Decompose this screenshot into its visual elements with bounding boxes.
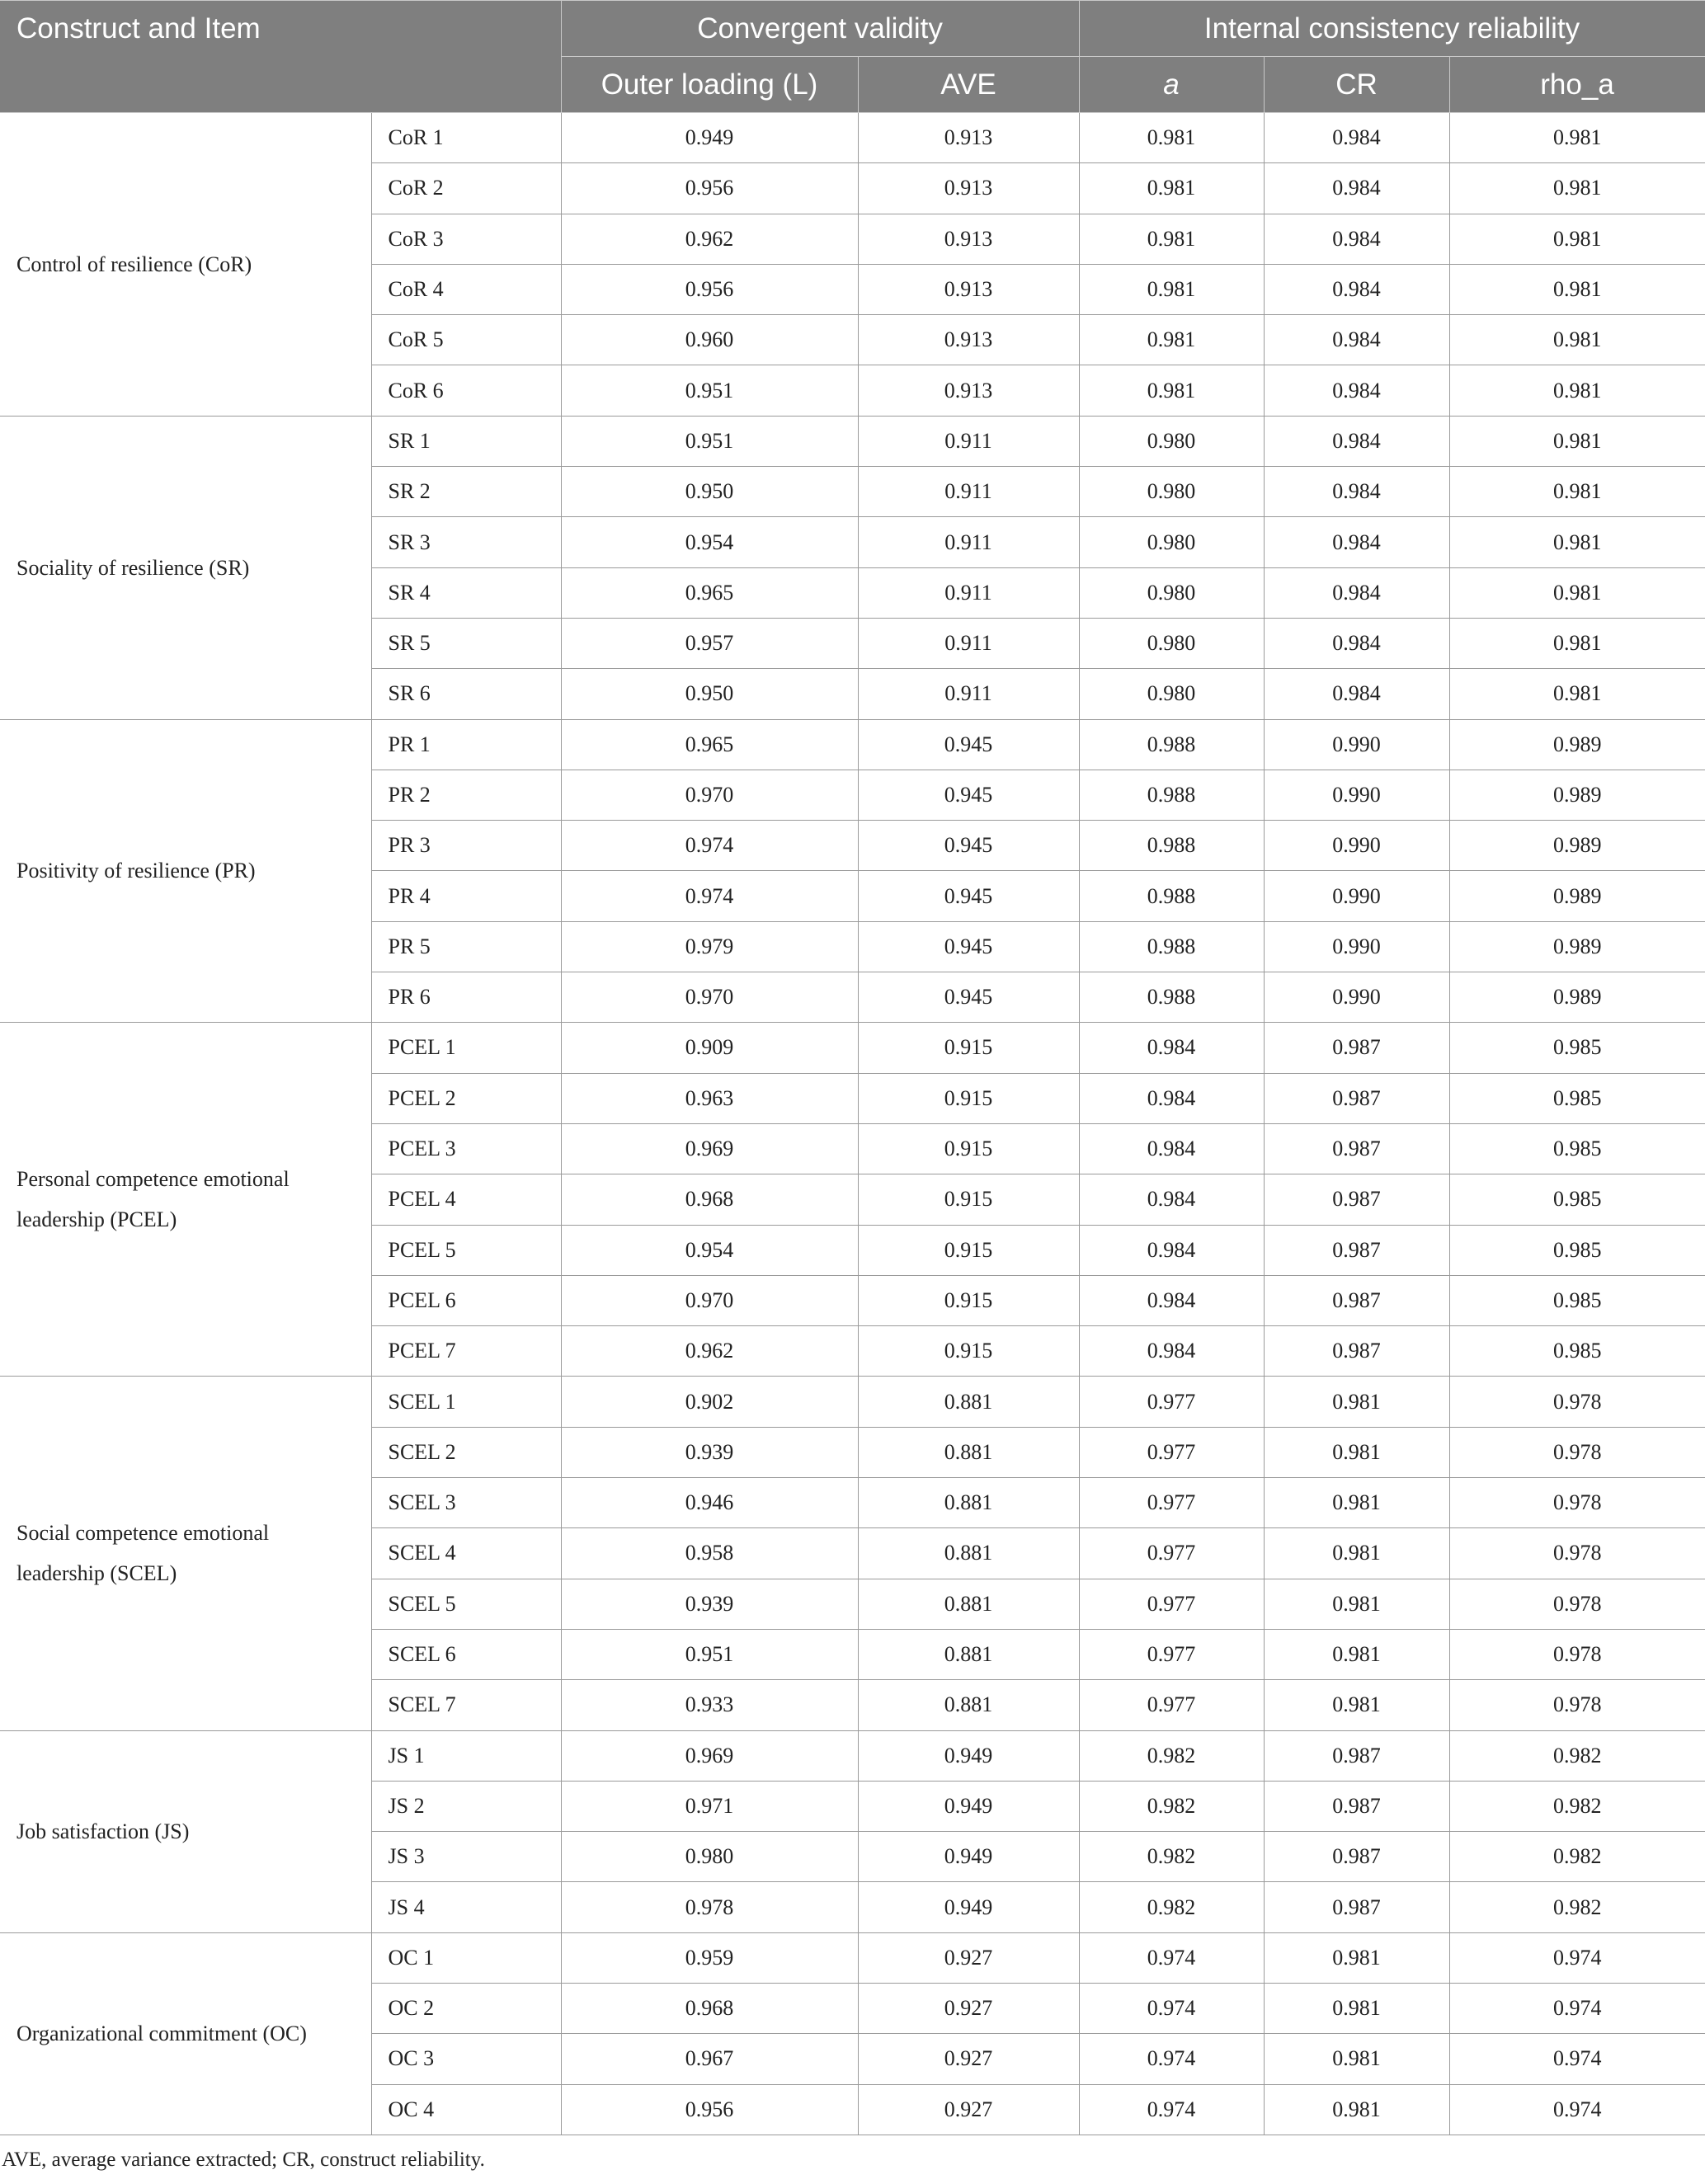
cr-cell: 0.981 (1264, 1427, 1449, 1477)
rho-a-cell: 0.981 (1449, 214, 1705, 264)
ave-cell: 0.913 (858, 113, 1079, 163)
cr-cell: 0.981 (1264, 1629, 1449, 1679)
construct-name: Social competence emotional leadership (SCEL) (0, 1377, 371, 1730)
item-name: SR 4 (371, 567, 561, 618)
rho-a-cell: 0.985 (1449, 1123, 1705, 1174)
alpha-cell: 0.984 (1079, 1225, 1264, 1275)
alpha-cell: 0.980 (1079, 416, 1264, 466)
ave-cell: 0.945 (858, 770, 1079, 820)
ave-cell: 0.949 (858, 1730, 1079, 1781)
outer-loading-cell: 0.970 (561, 770, 858, 820)
construct-name: Organizational commitment (OC) (0, 1932, 371, 2135)
table-row (0, 1730, 1705, 1781)
outer-loading-cell: 0.980 (561, 1832, 858, 1882)
alpha-cell: 0.977 (1079, 1427, 1264, 1477)
alpha-cell: 0.988 (1079, 972, 1264, 1023)
alpha-header: a (1079, 57, 1264, 113)
cr-cell: 0.990 (1264, 821, 1449, 871)
table-footnote: AVE, average variance extracted; CR, construct reliability. (2, 2149, 485, 2171)
outer-loading-cell: 0.971 (561, 1781, 858, 1831)
ave-cell: 0.881 (858, 1377, 1079, 1427)
rho-a-cell: 0.982 (1449, 1832, 1705, 1882)
cr-cell: 0.987 (1264, 1730, 1449, 1781)
alpha-cell: 0.982 (1079, 1730, 1264, 1781)
outer-loading-cell: 0.956 (561, 2084, 858, 2135)
rho-a-cell: 0.985 (1449, 1174, 1705, 1225)
alpha-cell: 0.981 (1079, 264, 1264, 314)
outer-loading-cell: 0.969 (561, 1123, 858, 1174)
outer-loading-cell: 0.909 (561, 1023, 858, 1073)
ave-cell: 0.913 (858, 264, 1079, 314)
alpha-cell: 0.982 (1079, 1781, 1264, 1831)
cr-cell: 0.984 (1264, 315, 1449, 365)
outer-loading-cell: 0.970 (561, 972, 858, 1023)
item-name: PR 1 (371, 719, 561, 770)
item-name: SR 1 (371, 416, 561, 466)
cr-cell: 0.987 (1264, 1073, 1449, 1123)
alpha-cell: 0.984 (1079, 1023, 1264, 1073)
table-row (0, 1023, 1705, 1073)
cr-cell: 0.987 (1264, 1882, 1449, 1932)
alpha-cell: 0.984 (1079, 1073, 1264, 1123)
item-name: OC 2 (371, 1983, 561, 2033)
alpha-cell: 0.974 (1079, 1932, 1264, 1983)
rho-a-cell: 0.989 (1449, 719, 1705, 770)
outer-loading-cell: 0.968 (561, 1983, 858, 2033)
alpha-cell: 0.977 (1079, 1629, 1264, 1679)
alpha-cell: 0.988 (1079, 921, 1264, 972)
alpha-cell: 0.988 (1079, 770, 1264, 820)
cr-cell: 0.984 (1264, 618, 1449, 668)
table-row (0, 416, 1705, 466)
rho-a-cell: 0.981 (1449, 467, 1705, 517)
ave-cell: 0.915 (858, 1326, 1079, 1377)
item-name: PR 6 (371, 972, 561, 1023)
outer-loading-cell: 0.951 (561, 365, 858, 416)
item-name: CoR 2 (371, 163, 561, 214)
item-name: SR 6 (371, 669, 561, 719)
table-row (0, 719, 1705, 770)
item-name: SCEL 2 (371, 1427, 561, 1477)
table-row (0, 1377, 1705, 1427)
alpha-cell: 0.974 (1079, 2034, 1264, 2084)
cr-cell: 0.984 (1264, 163, 1449, 214)
outer-loading-cell: 0.950 (561, 669, 858, 719)
cr-cell: 0.984 (1264, 214, 1449, 264)
item-name: PCEL 6 (371, 1275, 561, 1325)
ave-cell: 0.913 (858, 214, 1079, 264)
rho-a-cell: 0.985 (1449, 1225, 1705, 1275)
item-name: JS 1 (371, 1730, 561, 1781)
cr-cell: 0.981 (1264, 1377, 1449, 1427)
outer-loading-cell: 0.978 (561, 1882, 858, 1932)
outer-loading-cell: 0.949 (561, 113, 858, 163)
alpha-cell: 0.977 (1079, 1528, 1264, 1579)
cr-cell: 0.984 (1264, 467, 1449, 517)
rho-a-cell: 0.989 (1449, 821, 1705, 871)
outer-loading-cell: 0.959 (561, 1932, 858, 1983)
ave-cell: 0.913 (858, 163, 1079, 214)
rho-a-cell: 0.989 (1449, 770, 1705, 820)
cr-cell: 0.981 (1264, 1579, 1449, 1629)
outer-loading-cell: 0.974 (561, 821, 858, 871)
outer-loading-cell: 0.963 (561, 1073, 858, 1123)
ave-cell: 0.911 (858, 669, 1079, 719)
cr-cell: 0.987 (1264, 1832, 1449, 1882)
alpha-cell: 0.988 (1079, 719, 1264, 770)
cr-cell: 0.981 (1264, 1983, 1449, 2033)
cr-cell: 0.984 (1264, 113, 1449, 163)
item-name: CoR 6 (371, 365, 561, 416)
rho-a-cell: 0.981 (1449, 315, 1705, 365)
item-name: PCEL 4 (371, 1174, 561, 1225)
ave-cell: 0.915 (858, 1073, 1079, 1123)
cr-cell: 0.984 (1264, 517, 1449, 567)
item-name: JS 2 (371, 1781, 561, 1831)
ave-cell: 0.881 (858, 1680, 1079, 1730)
item-name: SR 2 (371, 467, 561, 517)
rho-a-cell: 0.974 (1449, 1932, 1705, 1983)
alpha-cell: 0.981 (1079, 315, 1264, 365)
outer-loading-cell: 0.965 (561, 567, 858, 618)
cr-cell: 0.984 (1264, 416, 1449, 466)
cr-cell: 0.987 (1264, 1174, 1449, 1225)
alpha-cell: 0.980 (1079, 517, 1264, 567)
cr-cell: 0.990 (1264, 719, 1449, 770)
item-name: PCEL 2 (371, 1073, 561, 1123)
convergent-validity-header: Convergent validity (561, 1, 1079, 57)
item-name: SCEL 1 (371, 1377, 561, 1427)
rho-a-cell: 0.981 (1449, 365, 1705, 416)
internal-consistency-header: Internal consistency reliability (1079, 1, 1705, 57)
ave-cell: 0.881 (858, 1629, 1079, 1679)
alpha-cell: 0.977 (1079, 1377, 1264, 1427)
alpha-cell: 0.984 (1079, 1275, 1264, 1325)
alpha-cell: 0.977 (1079, 1680, 1264, 1730)
item-name: OC 1 (371, 1932, 561, 1983)
ave-cell: 0.911 (858, 517, 1079, 567)
outer-loading-cell: 0.954 (561, 517, 858, 567)
item-name: SR 5 (371, 618, 561, 668)
rho-a-cell: 0.978 (1449, 1629, 1705, 1679)
cr-cell: 0.987 (1264, 1023, 1449, 1073)
item-name: PR 5 (371, 921, 561, 972)
ave-cell: 0.915 (858, 1174, 1079, 1225)
alpha-cell: 0.980 (1079, 567, 1264, 618)
outer-loading-cell: 0.968 (561, 1174, 858, 1225)
table-row (0, 113, 1705, 163)
alpha-cell: 0.977 (1079, 1579, 1264, 1629)
table-header (0, 1, 1705, 113)
ave-cell: 0.911 (858, 416, 1079, 466)
item-name: PR 3 (371, 821, 561, 871)
cr-header: CR (1264, 57, 1449, 113)
alpha-cell: 0.980 (1079, 467, 1264, 517)
cr-cell: 0.981 (1264, 1932, 1449, 1983)
alpha-cell: 0.988 (1079, 821, 1264, 871)
rho-a-cell: 0.978 (1449, 1680, 1705, 1730)
rho-a-cell: 0.989 (1449, 921, 1705, 972)
rho-a-cell: 0.981 (1449, 567, 1705, 618)
construct-name: Positivity of resilience (PR) (0, 719, 371, 1023)
cr-cell: 0.990 (1264, 871, 1449, 921)
cr-cell: 0.987 (1264, 1123, 1449, 1174)
alpha-cell: 0.981 (1079, 163, 1264, 214)
construct-name: Control of resilience (CoR) (0, 113, 371, 417)
construct-item-header: Construct and Item (0, 1, 561, 113)
rho-a-cell: 0.985 (1449, 1073, 1705, 1123)
outer-loading-header: Outer loading (L) (561, 57, 858, 113)
item-name: SCEL 4 (371, 1528, 561, 1579)
construct-name: Job satisfaction (JS) (0, 1730, 371, 1932)
outer-loading-cell: 0.946 (561, 1478, 858, 1528)
ave-cell: 0.945 (858, 821, 1079, 871)
cr-cell: 0.990 (1264, 972, 1449, 1023)
outer-loading-cell: 0.939 (561, 1427, 858, 1477)
cr-cell: 0.987 (1264, 1781, 1449, 1831)
ave-cell: 0.911 (858, 567, 1079, 618)
item-name: JS 4 (371, 1882, 561, 1932)
outer-loading-cell: 0.939 (561, 1579, 858, 1629)
item-name: CoR 5 (371, 315, 561, 365)
rho-a-cell: 0.981 (1449, 113, 1705, 163)
outer-loading-cell: 0.967 (561, 2034, 858, 2084)
alpha-cell: 0.984 (1079, 1123, 1264, 1174)
alpha-cell: 0.981 (1079, 113, 1264, 163)
cr-cell: 0.981 (1264, 1680, 1449, 1730)
ave-cell: 0.949 (858, 1781, 1079, 1831)
construct-name: Personal competence emotional leadership (PCEL) (0, 1023, 371, 1377)
ave-cell: 0.915 (858, 1225, 1079, 1275)
construct-name: Sociality of resilience (SR) (0, 416, 371, 719)
cr-cell: 0.990 (1264, 921, 1449, 972)
outer-loading-cell: 0.979 (561, 921, 858, 972)
outer-loading-cell: 0.956 (561, 264, 858, 314)
item-name: CoR 1 (371, 113, 561, 163)
cr-cell: 0.984 (1264, 365, 1449, 416)
rho-a-cell: 0.981 (1449, 163, 1705, 214)
ave-cell: 0.911 (858, 467, 1079, 517)
cr-cell: 0.987 (1264, 1275, 1449, 1325)
outer-loading-cell: 0.965 (561, 719, 858, 770)
alpha-cell: 0.984 (1079, 1174, 1264, 1225)
item-name: PCEL 7 (371, 1326, 561, 1377)
rho-a-cell: 0.974 (1449, 2034, 1705, 2084)
ave-cell: 0.927 (858, 1932, 1079, 1983)
alpha-cell: 0.984 (1079, 1326, 1264, 1377)
ave-cell: 0.927 (858, 1983, 1079, 2033)
alpha-cell: 0.980 (1079, 669, 1264, 719)
rho-a-cell: 0.981 (1449, 416, 1705, 466)
ave-cell: 0.913 (858, 315, 1079, 365)
ave-cell: 0.911 (858, 618, 1079, 668)
item-name: PCEL 5 (371, 1225, 561, 1275)
rho-a-cell: 0.981 (1449, 669, 1705, 719)
cr-cell: 0.981 (1264, 1478, 1449, 1528)
outer-loading-cell: 0.957 (561, 618, 858, 668)
item-name: CoR 3 (371, 214, 561, 264)
item-name: CoR 4 (371, 264, 561, 314)
outer-loading-cell: 0.950 (561, 467, 858, 517)
alpha-cell: 0.977 (1079, 1478, 1264, 1528)
item-name: PR 4 (371, 871, 561, 921)
item-name: JS 3 (371, 1832, 561, 1882)
ave-header: AVE (858, 57, 1079, 113)
rho-a-cell: 0.981 (1449, 264, 1705, 314)
ave-cell: 0.915 (858, 1023, 1079, 1073)
rho-a-cell: 0.989 (1449, 871, 1705, 921)
rho-a-cell: 0.982 (1449, 1781, 1705, 1831)
alpha-cell: 0.974 (1079, 1983, 1264, 2033)
ave-cell: 0.915 (858, 1275, 1079, 1325)
alpha-cell: 0.982 (1079, 1832, 1264, 1882)
rho-a-cell: 0.985 (1449, 1023, 1705, 1073)
rho-a-cell: 0.974 (1449, 2084, 1705, 2135)
rho-a-cell: 0.981 (1449, 618, 1705, 668)
rho-a-cell: 0.978 (1449, 1528, 1705, 1579)
ave-cell: 0.881 (858, 1427, 1079, 1477)
alpha-cell: 0.988 (1079, 871, 1264, 921)
cr-cell: 0.984 (1264, 669, 1449, 719)
cr-cell: 0.984 (1264, 567, 1449, 618)
outer-loading-cell: 0.970 (561, 1275, 858, 1325)
outer-loading-cell: 0.954 (561, 1225, 858, 1275)
alpha-cell: 0.974 (1079, 2084, 1264, 2135)
rho-a-cell: 0.989 (1449, 972, 1705, 1023)
cr-cell: 0.987 (1264, 1326, 1449, 1377)
outer-loading-cell: 0.956 (561, 163, 858, 214)
item-name: PCEL 3 (371, 1123, 561, 1174)
rho-a-cell: 0.978 (1449, 1427, 1705, 1477)
ave-cell: 0.945 (858, 972, 1079, 1023)
outer-loading-cell: 0.951 (561, 416, 858, 466)
alpha-cell: 0.981 (1079, 365, 1264, 416)
rho-a-cell: 0.981 (1449, 517, 1705, 567)
table-body (0, 113, 1705, 2135)
item-name: SCEL 6 (371, 1629, 561, 1679)
ave-cell: 0.945 (858, 921, 1079, 972)
outer-loading-cell: 0.951 (561, 1629, 858, 1679)
ave-cell: 0.881 (858, 1579, 1079, 1629)
item-name: PCEL 1 (371, 1023, 561, 1073)
ave-cell: 0.927 (858, 2084, 1079, 2135)
item-name: SR 3 (371, 517, 561, 567)
cr-cell: 0.987 (1264, 1225, 1449, 1275)
outer-loading-cell: 0.974 (561, 871, 858, 921)
alpha-cell: 0.981 (1079, 214, 1264, 264)
table-row (0, 1932, 1705, 1983)
outer-loading-cell: 0.960 (561, 315, 858, 365)
outer-loading-cell: 0.969 (561, 1730, 858, 1781)
ave-cell: 0.881 (858, 1478, 1079, 1528)
ave-cell: 0.945 (858, 719, 1079, 770)
ave-cell: 0.927 (858, 2034, 1079, 2084)
ave-cell: 0.881 (858, 1528, 1079, 1579)
rho-a-header: rho_a (1449, 57, 1705, 113)
outer-loading-cell: 0.933 (561, 1680, 858, 1730)
alpha-cell: 0.982 (1079, 1882, 1264, 1932)
cr-cell: 0.990 (1264, 770, 1449, 820)
rho-a-cell: 0.982 (1449, 1882, 1705, 1932)
rho-a-cell: 0.974 (1449, 1983, 1705, 2033)
rho-a-cell: 0.982 (1449, 1730, 1705, 1781)
rho-a-cell: 0.985 (1449, 1275, 1705, 1325)
cr-cell: 0.981 (1264, 2034, 1449, 2084)
item-name: OC 3 (371, 2034, 561, 2084)
item-name: SCEL 7 (371, 1680, 561, 1730)
ave-cell: 0.913 (858, 365, 1079, 416)
outer-loading-cell: 0.958 (561, 1528, 858, 1579)
alpha-cell: 0.980 (1079, 618, 1264, 668)
outer-loading-cell: 0.962 (561, 1326, 858, 1377)
outer-loading-cell: 0.962 (561, 214, 858, 264)
header-row-groups (0, 1, 1705, 57)
outer-loading-cell: 0.902 (561, 1377, 858, 1427)
ave-cell: 0.915 (858, 1123, 1079, 1174)
item-name: OC 4 (371, 2084, 561, 2135)
rho-a-cell: 0.978 (1449, 1579, 1705, 1629)
cr-cell: 0.981 (1264, 1528, 1449, 1579)
item-name: PR 2 (371, 770, 561, 820)
rho-a-cell: 0.978 (1449, 1478, 1705, 1528)
rho-a-cell: 0.985 (1449, 1326, 1705, 1377)
ave-cell: 0.949 (858, 1882, 1079, 1932)
ave-cell: 0.945 (858, 871, 1079, 921)
item-name: SCEL 5 (371, 1579, 561, 1629)
cr-cell: 0.981 (1264, 2084, 1449, 2135)
cr-cell: 0.984 (1264, 264, 1449, 314)
ave-cell: 0.949 (858, 1832, 1079, 1882)
rho-a-cell: 0.978 (1449, 1377, 1705, 1427)
item-name: SCEL 3 (371, 1478, 561, 1528)
